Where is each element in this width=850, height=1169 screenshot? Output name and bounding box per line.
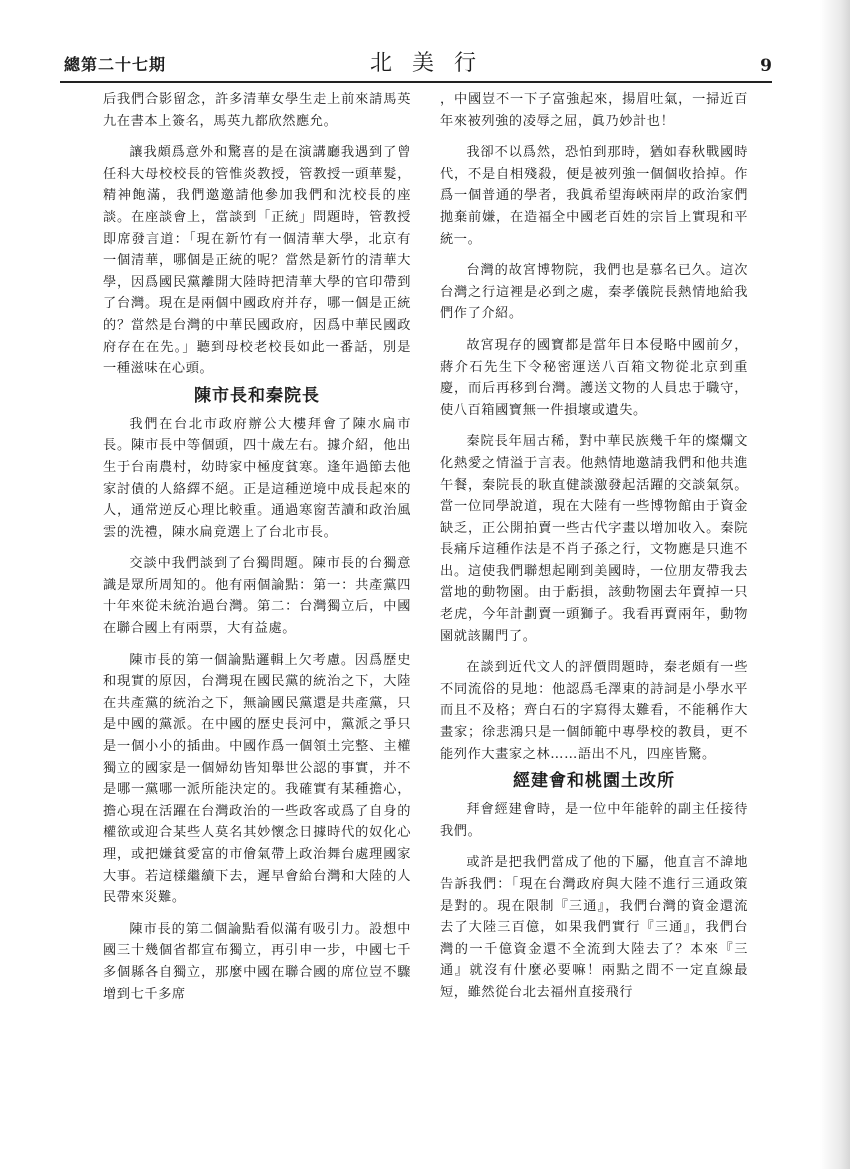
magazine-title: 北美行 <box>370 51 497 76</box>
issue-number: 總第二十七期 <box>64 55 167 74</box>
paragraph: 秦院長年屆古稀，對中華民族幾千年的燦爛文化熱愛之情溢于言表。他熱情地邀請我們和他共進午餐，秦院長的耿直健談激發起活躍的交談氣氛。當一位同學說道，現在大陸有一些博物館由于資金缺乏，正公開拍賣一些古代字畫以增加收入。秦院長痛斥這種作法是不肖子孫之行，文物應是只進不出。這使我們聯想起剛到美國時，一位朋友帶我去當地的動物園。由于虧損，該動物園去年賣掉一只老虎，今年計劃賣一頭獅子。我看再賣兩年，動物園就該關門了。 <box>440 434 748 644</box>
page-number: 9 <box>760 56 772 76</box>
paragraph: 或許是把我們當成了他的下屬，他直言不諱地告訴我們：「現在台灣政府與大陸不進行三通政策是對的。現在限制『三通』，我們台灣的資金還流去了大陸三百億，如果我們實行『三通』，我們台灣的一千億資金還不全流到大陸去了？本來『三通』就沒有什麼必要嘛！兩點之間不一定直線最短，雖然從台北去福州直接飛行 <box>440 855 748 1000</box>
scan-page-edge <box>820 0 850 1169</box>
section-heading: 陳市長和秦院長 <box>194 385 320 406</box>
paragraph: 故宮現存的國寶都是當年日本侵略中國前夕，蔣介石先生下令秘密運送八百箱文物從北京到重慶，而后再移到台灣。護送文物的人員忠于職守，使八百箱國寶無一件損壞或遺失。 <box>440 337 748 418</box>
paragraph: 我卻不以爲然，恐怕到那時，猶如春秋戰國時代，不是自相殘殺，便是被列強一個個收拾掉。作爲一個普通的學者，我眞希望海峽兩岸的政治家們拋棄前嫌，在造福全中國老百姓的宗旨上實現和平統一。 <box>440 145 748 247</box>
left-column <box>103 89 411 1005</box>
paragraph: 交談中我們談到了台獨問題。陳市長的台獨意識是眾所周知的。他有兩個論點：第一：共產黨四十年來從未統治過台灣。第二：台灣獨立后，中國在聯合國上有兩票，大有益處。 <box>103 556 411 637</box>
paragraph: 后我們合影留念，許多清華女學生走上前來請馬英九在書本上簽名，馬英九都欣然應允。 <box>103 92 411 129</box>
paragraph: 在談到近代文人的評價問題時，秦老頗有一些不同流俗的見地：他認爲毛澤東的詩詞是小學水平而且不及格；齊白石的字寫得太難看，不能稱作大畫家；徐悲鴻只是一個師範中專學校的教員，更不能列作大畫家之林……語出不凡，四座皆驚。 <box>440 660 748 762</box>
section-heading: 經建會和桃園土改所 <box>513 771 675 792</box>
paragraph: 台灣的故宮博物院，我們也是慕名已久。這次台灣之行這裡是必到之處，秦孝儀院長熱情地給我們作了介紹。 <box>440 263 748 322</box>
paragraph: 我們在台北市政府辦公大樓拜會了陳水扁市長。陳市長中等個頭，四十歲左右。據介紹，他出生于台南農村，幼時家中極度貧寒。逢年過節去他家討債的人絡繹不絕。正是這種逆境中成長起來的人，通常逆反心理比較重。通過寒窗苦讀和政治風雲的洗禮，陳水扁竟選上了台北市長。 <box>103 416 411 540</box>
paragraph: 拜會經建會時，是一位中年能幹的副主任接待我們。 <box>440 802 748 839</box>
paragraph: 陳市長的第二個論點看似滿有吸引力。設想中國三十幾個省都宣布獨立，再引申一步，中國七千多個縣各自獨立，那麼中國在聯合國的席位豈不驟增到七千多席 <box>103 921 411 1002</box>
paragraph: 陳市長的第一個論點邏輯上欠考慮。因爲歷史和現實的原因，台灣現在國民黨的統治之下，大陸在共產黨的統治之下，無論國民黨還是共產黨，只是中國的黨派。在中國的歷史長河中，黨派之爭只是一個小小的插曲。中國作爲一個領土完整、主權獨立的國家是一個婦幼皆知舉世公認的事實，并不是哪一黨哪一派所能決定的。我確實有某種擔心，擔心現在活躍在台灣政治的一些政客或爲了自身的權欲或迎合某些人莫名其妙懷念日據時代的奴化心理，或把嫌貧愛富的市儈氣帶上政治舞台處理國家大事。若這樣繼續下去，遲早會給台灣和大陸的人民帶來災難。 <box>103 652 411 906</box>
header-rule <box>60 81 772 83</box>
paragraph: ，中國豈不一下子富強起來，揚眉吐氣，一掃近百年來被列強的凌辱之屈，眞乃妙計也！ <box>440 92 748 129</box>
page-header <box>60 46 772 80</box>
right-column <box>440 89 748 1004</box>
paragraph: 讓我頗爲意外和驚喜的是在演講廳我遇到了曾任科大母校校長的管惟炎教授，管教授一頭華髮，精神飽滿，我們邀邀請他參加我們和沈校長的座談。在座談會上，當談到「正統」問題時，管教授即席發言道：「現在新竹有一個清華大學，北京有一個清華，哪個是正統的呢？當然是新竹的清華大學，因爲國民黨離開大陸時把清華大學的官印帶到了台灣。現在是兩個中國政府并存，哪一個是正統的？當然是台灣的中華民國政府，因爲中華民國政府存在在先。」聽到母校老校長如此一番話，別是一種滋味在心頭。 <box>103 145 411 377</box>
